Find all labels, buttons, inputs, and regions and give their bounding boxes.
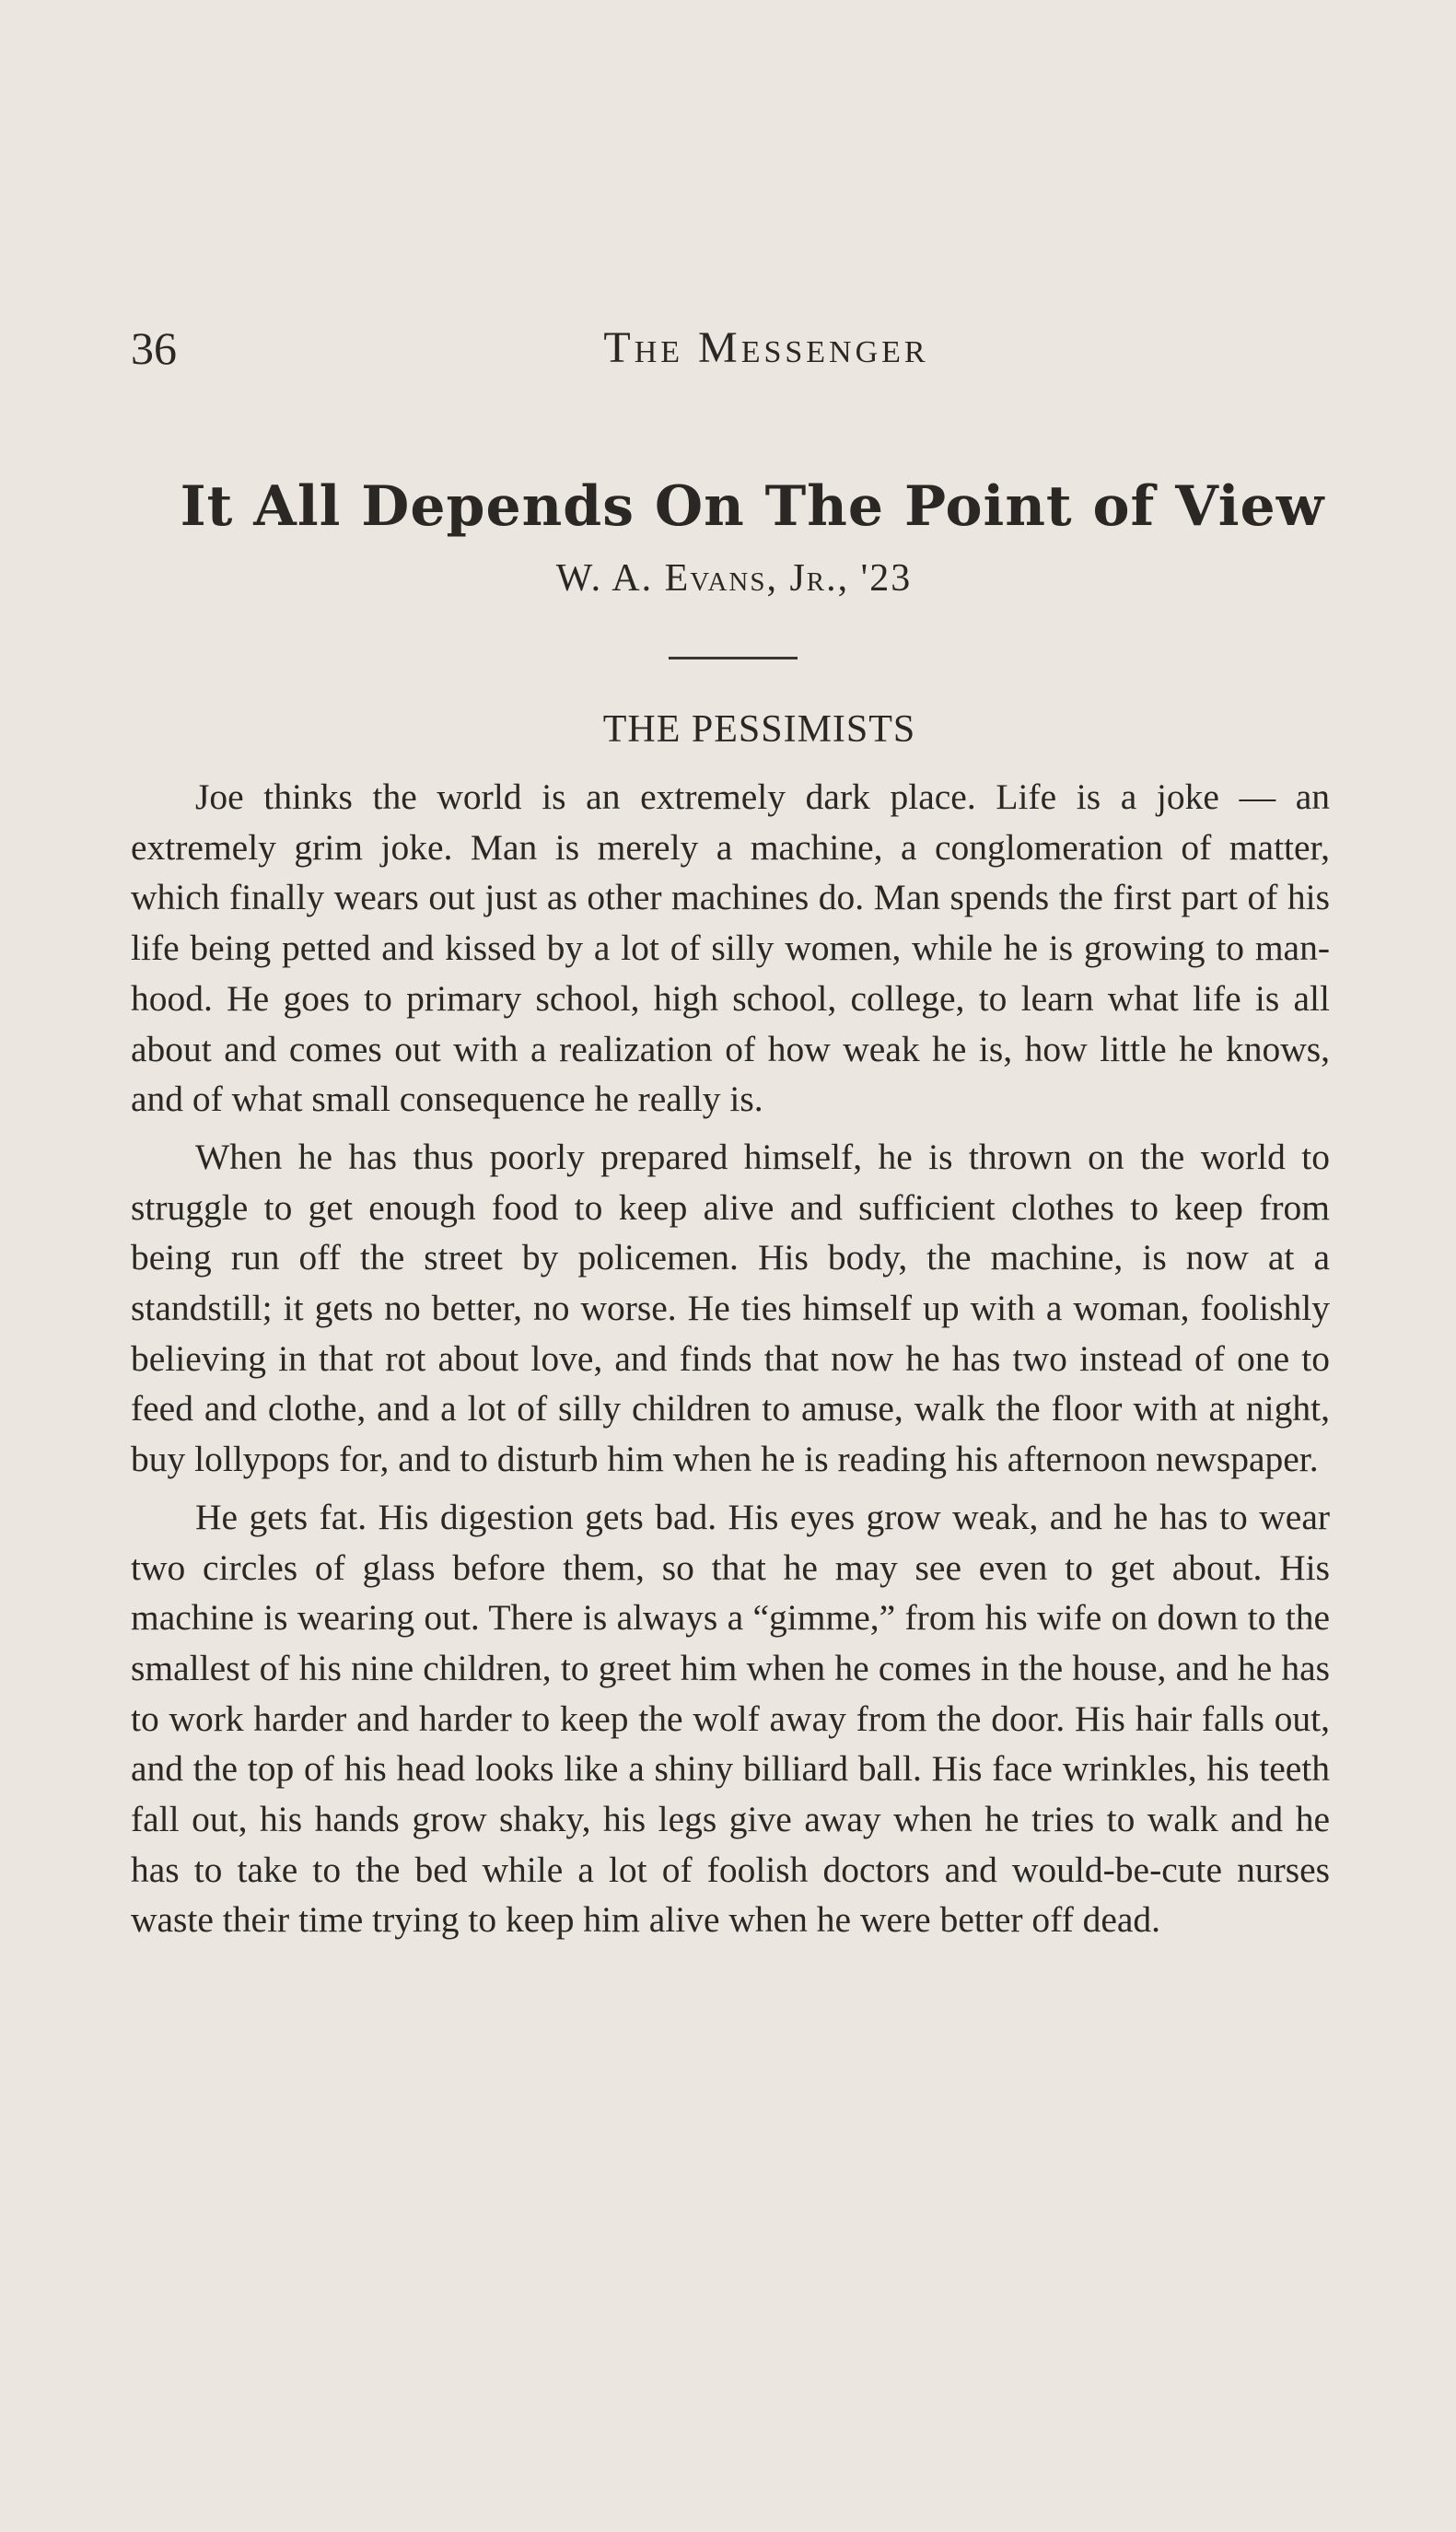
running-title: The Messenger: [603, 323, 929, 372]
article-byline: W. A. Evans, Jr., '23: [555, 557, 913, 600]
paragraph: He gets fat. His digestion gets bad. His eyes grow weak, and he has to wear two circles of glass before them, so that he may see even to get about. His machine is wearing out. There is always a “gimme,” from his wife on down to the smallest of his nine children, to greet him when he comes in the house, and he has to work harder and harder to keep the wolf away from the door. His hair falls out, and the top of his head looks like a shiny billiard ball. His face wrinkles, his teeth fall out, his hands grow shaky, his legs give away when he tries to walk and he has to take to the bed while a lot of foolish doctors and would-be-cute nurses waste their time trying to keep him alive when he were better off dead.: [131, 1496, 1330, 1941]
page-number: 36: [131, 322, 177, 374]
section-heading: THE PESSIMISTS: [602, 708, 916, 751]
page-header: [131, 321, 1337, 376]
article-body: [131, 772, 1330, 1953]
title-divider: [669, 657, 798, 659]
paragraph: Joe thinks the world is an extremely dark place. Life is a joke — an extremely grim joke. Man is merely a machine, a conglomeration of matter, which finally wears out just as other machines do. Man spends the first part of his life being petted and kissed by a lot of silly women, while he is growing to manhood. He goes to primary school, high school, college, to learn what life is all about and comes out with a realization of how weak he is, how little he knows, and of what small consequence he really is.: [131, 776, 1330, 1120]
article-title: It All Depends On The Point of View: [180, 474, 1325, 539]
paragraph: When he has thus poorly prepared himself, he is thrown on the world to struggle to get enough food to keep alive and sufficient clothes to keep from being run off the street by policemen. His body, the machine, is now at a standstill; it gets no better, no worse. He ties himself up with a woman, foolishly believing in that rot about love, and finds that now he has two instead of one to feed and clothe, and a lot of silly children to amuse, walk the floor with at night, buy lollypops for, and to disturb him when he is reading his afternoon newspaper.: [131, 1136, 1330, 1480]
